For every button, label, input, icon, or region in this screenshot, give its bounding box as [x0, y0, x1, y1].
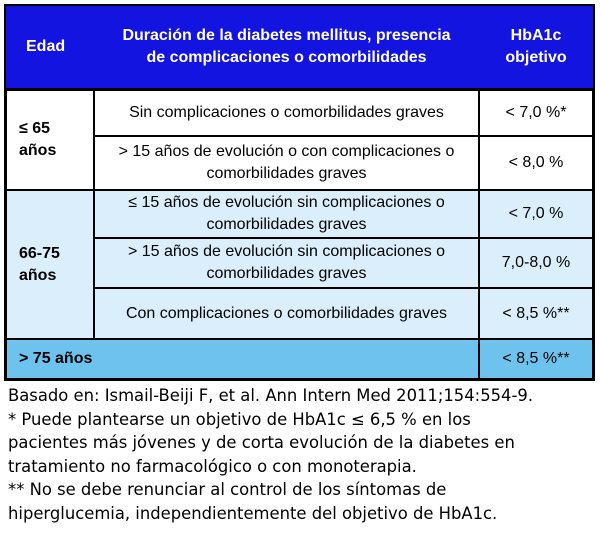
criteria-line1: Con complicaciones o comorbilidades graves [125, 304, 448, 322]
age-group-66-75-line2: años [19, 266, 57, 284]
header-duration-line1: Duración de la diabetes mellitus, presencia [122, 27, 451, 44]
criteria-line1: > 15 años de evolución sin complicaciones o [127, 243, 446, 260]
age-group-65-line1: ≤ 65 [19, 120, 51, 137]
table-row-target [479, 90, 593, 136]
criteria-line2: comorbilidades graves [206, 165, 367, 182]
criteria-line1: Sin complicaciones o comorbilidades graves [129, 104, 444, 121]
age-group-65-line2: años [19, 142, 57, 159]
criteria-line2: comorbilidades graves [206, 265, 367, 282]
target-value: < 8,0 % [508, 154, 564, 171]
source-citation: Basado en: Ismail-Beiji F, et al. Ann Intern Med 2011;154:554-9. [8, 386, 534, 405]
target-value: < 8,5 %** [502, 350, 570, 367]
footnote-2-line: ** No se debe renunciar al control de los síntomas de [8, 480, 447, 499]
footnote-1-line: * Puede plantearse un objetivo de HbA1c ≤ 6,5 % en los [8, 409, 471, 429]
age-group-65 [6, 90, 94, 190]
age-group-75-plus [6, 339, 479, 379]
header-duration-line2: de complicaciones o comorbilidades [146, 49, 427, 66]
header-target-line1: HbA1c [510, 27, 562, 44]
target-value: 7,0-8,0 % [501, 254, 571, 271]
table-row-target [479, 339, 593, 379]
table-row-criteria [94, 238, 479, 288]
table-row-target [479, 288, 593, 339]
table-row-criteria [94, 136, 479, 190]
criteria-line2: comorbilidades graves [206, 216, 367, 233]
table-row-criteria [94, 190, 479, 238]
target-value: < 8,5 %** [502, 304, 570, 322]
target-value: < 7,0 %* [505, 104, 567, 121]
header-age-label: Edad [26, 38, 66, 55]
header-age [6, 6, 94, 90]
table-row-target [479, 238, 593, 288]
footnotes [8, 384, 594, 525]
header-duration [94, 6, 479, 90]
footnote-1-line: tratamiento no farmacológico o con monoterapia. [8, 456, 417, 476]
hba1c-target-table [4, 4, 595, 381]
table-row-criteria [94, 90, 479, 136]
target-value: < 7,0 % [508, 205, 564, 222]
header-target [479, 6, 593, 90]
table-row-target [479, 136, 593, 190]
age-group-75-plus-label: > 75 años [19, 350, 93, 367]
criteria-line1: ≤ 15 años de evolución sin complicaciones o [128, 194, 445, 211]
footnote-1-line: pacientes más jóvenes y de corta evolución de la diabetes en [8, 433, 515, 452]
footnote-2-line: hiperglucemia, independientemente del objetivo de HbA1c. [8, 503, 498, 523]
table-row-target [479, 190, 593, 238]
criteria-line1: > 15 años de evolución o con complicaciones o [118, 143, 455, 160]
header-target-line2: objetivo [505, 49, 567, 66]
age-group-66-75-line1: 66-75 [19, 244, 60, 262]
table-row-criteria [94, 288, 479, 339]
age-group-66-75 [6, 190, 94, 339]
